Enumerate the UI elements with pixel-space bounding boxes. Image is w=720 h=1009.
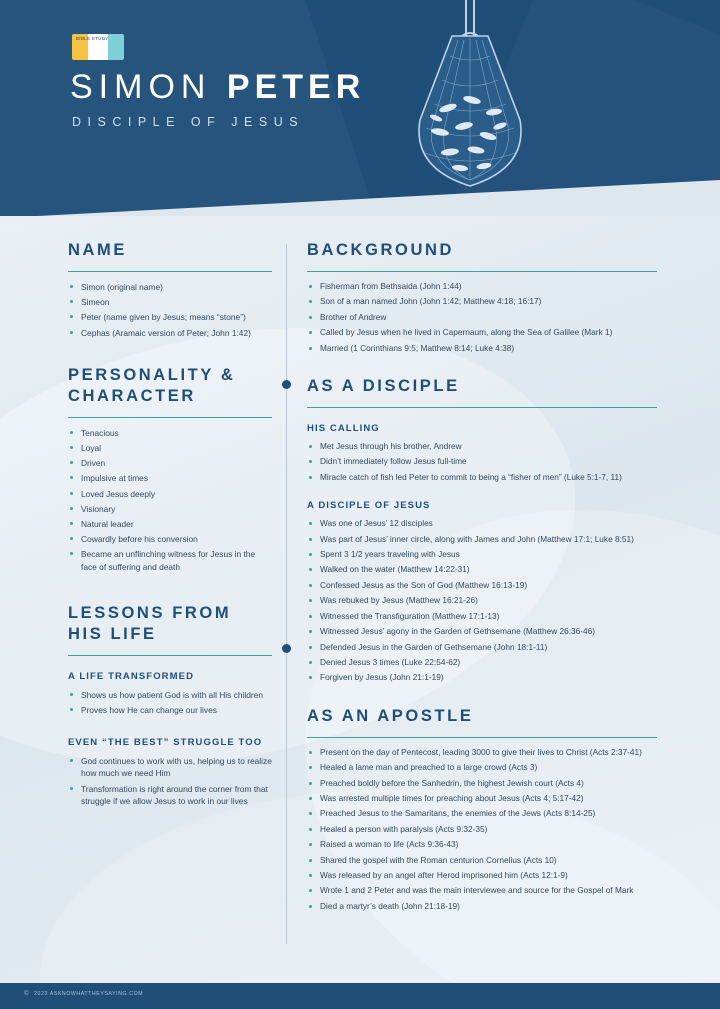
subsection-life-transformed-heading: A LIFE TRANSFORMED xyxy=(68,670,195,682)
list-item: Driven xyxy=(68,457,272,469)
list-item: Fisherman from Bethsaida (John 1:44) xyxy=(307,281,657,292)
section-rule xyxy=(307,407,657,408)
list-item: Son of a man named John (John 1:42; Matthew 4:18; 16:17) xyxy=(307,296,657,307)
list-item: Defended Jesus in the Garden of Gethsemane (John 18:1-11) xyxy=(307,642,657,653)
header-banner xyxy=(0,0,720,216)
section-name-heading: NAME xyxy=(68,241,127,259)
page-title xyxy=(70,68,365,107)
section-disciple-heading: AS A DISCIPLE xyxy=(307,377,460,396)
list-item: Walked on the water (Matthew 14:22-31) xyxy=(307,564,657,575)
list-item: Raised a woman to life (Acts 9:36-43) xyxy=(307,839,657,850)
page-title-bold: PETER xyxy=(226,68,366,106)
section-rule xyxy=(68,655,272,656)
header-diagonal-edge xyxy=(0,180,720,216)
section-background-heading: BACKGROUND xyxy=(307,241,454,259)
content-area xyxy=(0,216,720,1009)
page-subtitle: DISCIPLE OF JESUS xyxy=(72,115,305,129)
right-column xyxy=(307,240,657,930)
section-personality-list xyxy=(68,427,272,573)
list-item: Transformation is right around the corner from that struggle if we allow Jesus to work in our lives xyxy=(68,783,272,807)
section-lessons xyxy=(68,603,272,807)
list-item: Forgiven by Jesus (John 21:1-19) xyxy=(307,672,657,683)
subsection-his-calling-list xyxy=(307,441,657,483)
list-item: Didn’t immediately follow Jesus full-time xyxy=(307,456,657,467)
section-rule xyxy=(68,271,272,272)
list-item: Preached boldly before the Sanhedrin, the highest Jewish court (Acts 4) xyxy=(307,778,657,789)
list-item: Miracle catch of fish led Peter to commit to being a “fisher of men” (Luke 5:1-7, 11) xyxy=(307,472,657,483)
section-apostle-heading: AS AN APOSTLE xyxy=(307,706,474,725)
footer-credit: 2023 ASKNOWHATTHEYSAYING.COM xyxy=(34,991,144,997)
copyright-symbol: © xyxy=(24,991,29,997)
list-item: Simon (original name) xyxy=(68,281,272,293)
list-item: Loyal xyxy=(68,442,272,454)
section-name xyxy=(68,240,272,339)
list-item: Visionary xyxy=(68,503,272,515)
list-item: Cowardly before his conversion xyxy=(68,533,272,545)
list-item: Natural leader xyxy=(68,518,272,530)
section-rule xyxy=(307,271,657,272)
list-item: Simeon xyxy=(68,296,272,308)
subsection-best-struggle-list xyxy=(68,755,272,807)
list-item: Preached Jesus to the Samaritans, the enemies of the Jews (Acts 8:14-25) xyxy=(307,808,657,819)
subsection-disciple-of-jesus-heading: A DISCIPLE OF JESUS xyxy=(307,500,431,512)
subsection-disciple-of-jesus-list xyxy=(307,518,657,683)
list-item: Peter (name given by Jesus; means “stone”) xyxy=(68,311,272,323)
list-item: Cephas (Aramaic version of Peter; John 1:42) xyxy=(68,327,272,339)
list-item: Present on the day of Pentecost, leading 3000 to give their lives to Christ (Acts 2:37-41) xyxy=(307,747,657,758)
section-background-list xyxy=(307,281,657,354)
section-apostle xyxy=(307,706,657,912)
list-item: Brother of Andrew xyxy=(307,312,657,323)
footer-bar xyxy=(0,983,720,1009)
list-item: Was rebuked by Jesus (Matthew 16:21-26) xyxy=(307,595,657,606)
list-item: Tenacious xyxy=(68,427,272,439)
divider-dot-1 xyxy=(282,380,291,389)
section-apostle-list xyxy=(307,747,657,912)
list-item: Witnessed Jesus’ agony in the Garden of Gethsemane (Matthew 26:36-46) xyxy=(307,626,657,637)
list-item: Loved Jesus deeply xyxy=(68,488,272,500)
subsection-best-struggle-heading: EVEN “THE BEST” STRUGGLE TOO xyxy=(68,737,263,749)
list-item: Was part of Jesus’ inner circle, along with James and John (Matthew 17:1; Luke 8:51) xyxy=(307,534,657,545)
page-title-light: SIMON xyxy=(70,68,212,106)
section-disciple xyxy=(307,376,657,684)
list-item: Denied Jesus 3 times (Luke 22:54-62) xyxy=(307,657,657,668)
column-divider xyxy=(286,244,287,944)
subsection-life-transformed-list xyxy=(68,689,272,716)
list-item: Confessed Jesus as the Son of God (Matthew 16:13-19) xyxy=(307,580,657,591)
section-rule xyxy=(307,737,657,738)
divider-dot-2 xyxy=(282,644,291,653)
section-rule xyxy=(68,417,272,418)
list-item: Called by Jesus when he lived in Capernaum, along the Sea of Galilee (Mark 1) xyxy=(307,327,657,338)
list-item: Married (1 Corinthians 9:5; Matthew 8:14; Luke 4:38) xyxy=(307,343,657,354)
list-item: Impulsive at times xyxy=(68,472,272,484)
list-item: Proves how He can change our lives xyxy=(68,704,272,716)
left-column xyxy=(68,240,272,825)
list-item: Witnessed the Transfiguration (Matthew 17:1-13) xyxy=(307,611,657,622)
list-item: Healed a lame man and preached to a large crowd (Acts 3) xyxy=(307,762,657,773)
brand-logo-text: BIBLE STUDY xyxy=(76,36,109,41)
list-item: God continues to work with us, helping us to realize how much we need Him xyxy=(68,755,272,779)
list-item: Shared the gospel with the Roman centurion Cornelius (Acts 10) xyxy=(307,855,657,866)
list-item: Healed a person with paralysis (Acts 9:32-35) xyxy=(307,824,657,835)
section-personality xyxy=(68,365,272,573)
subsection-his-calling-heading: HIS CALLING xyxy=(307,423,380,435)
section-lessons-heading: LESSONS FROM HIS LIFE xyxy=(68,603,232,643)
list-item: Spent 3 1/2 years traveling with Jesus xyxy=(307,549,657,560)
list-item: Died a martyr’s death (John 21:18-19) xyxy=(307,901,657,912)
list-item: Met Jesus through his brother, Andrew xyxy=(307,441,657,452)
section-name-list xyxy=(68,281,272,339)
section-personality-heading: PERSONALITY & CHARACTER xyxy=(68,365,236,405)
section-background xyxy=(307,240,657,354)
list-item: Was arrested multiple times for preaching about Jesus (Acts 4; 5:17-42) xyxy=(307,793,657,804)
list-item: Wrote 1 and 2 Peter and was the main interviewee and source for the Gospel of Mark xyxy=(307,885,657,896)
list-item: Shows us how patient God is with all His children xyxy=(68,689,272,701)
list-item: Was released by an angel after Herod imprisoned him (Acts 12:1-9) xyxy=(307,870,657,881)
list-item: Became an unflinching witness for Jesus in the face of suffering and death xyxy=(68,548,272,572)
list-item: Was one of Jesus’ 12 disciples xyxy=(307,518,657,529)
